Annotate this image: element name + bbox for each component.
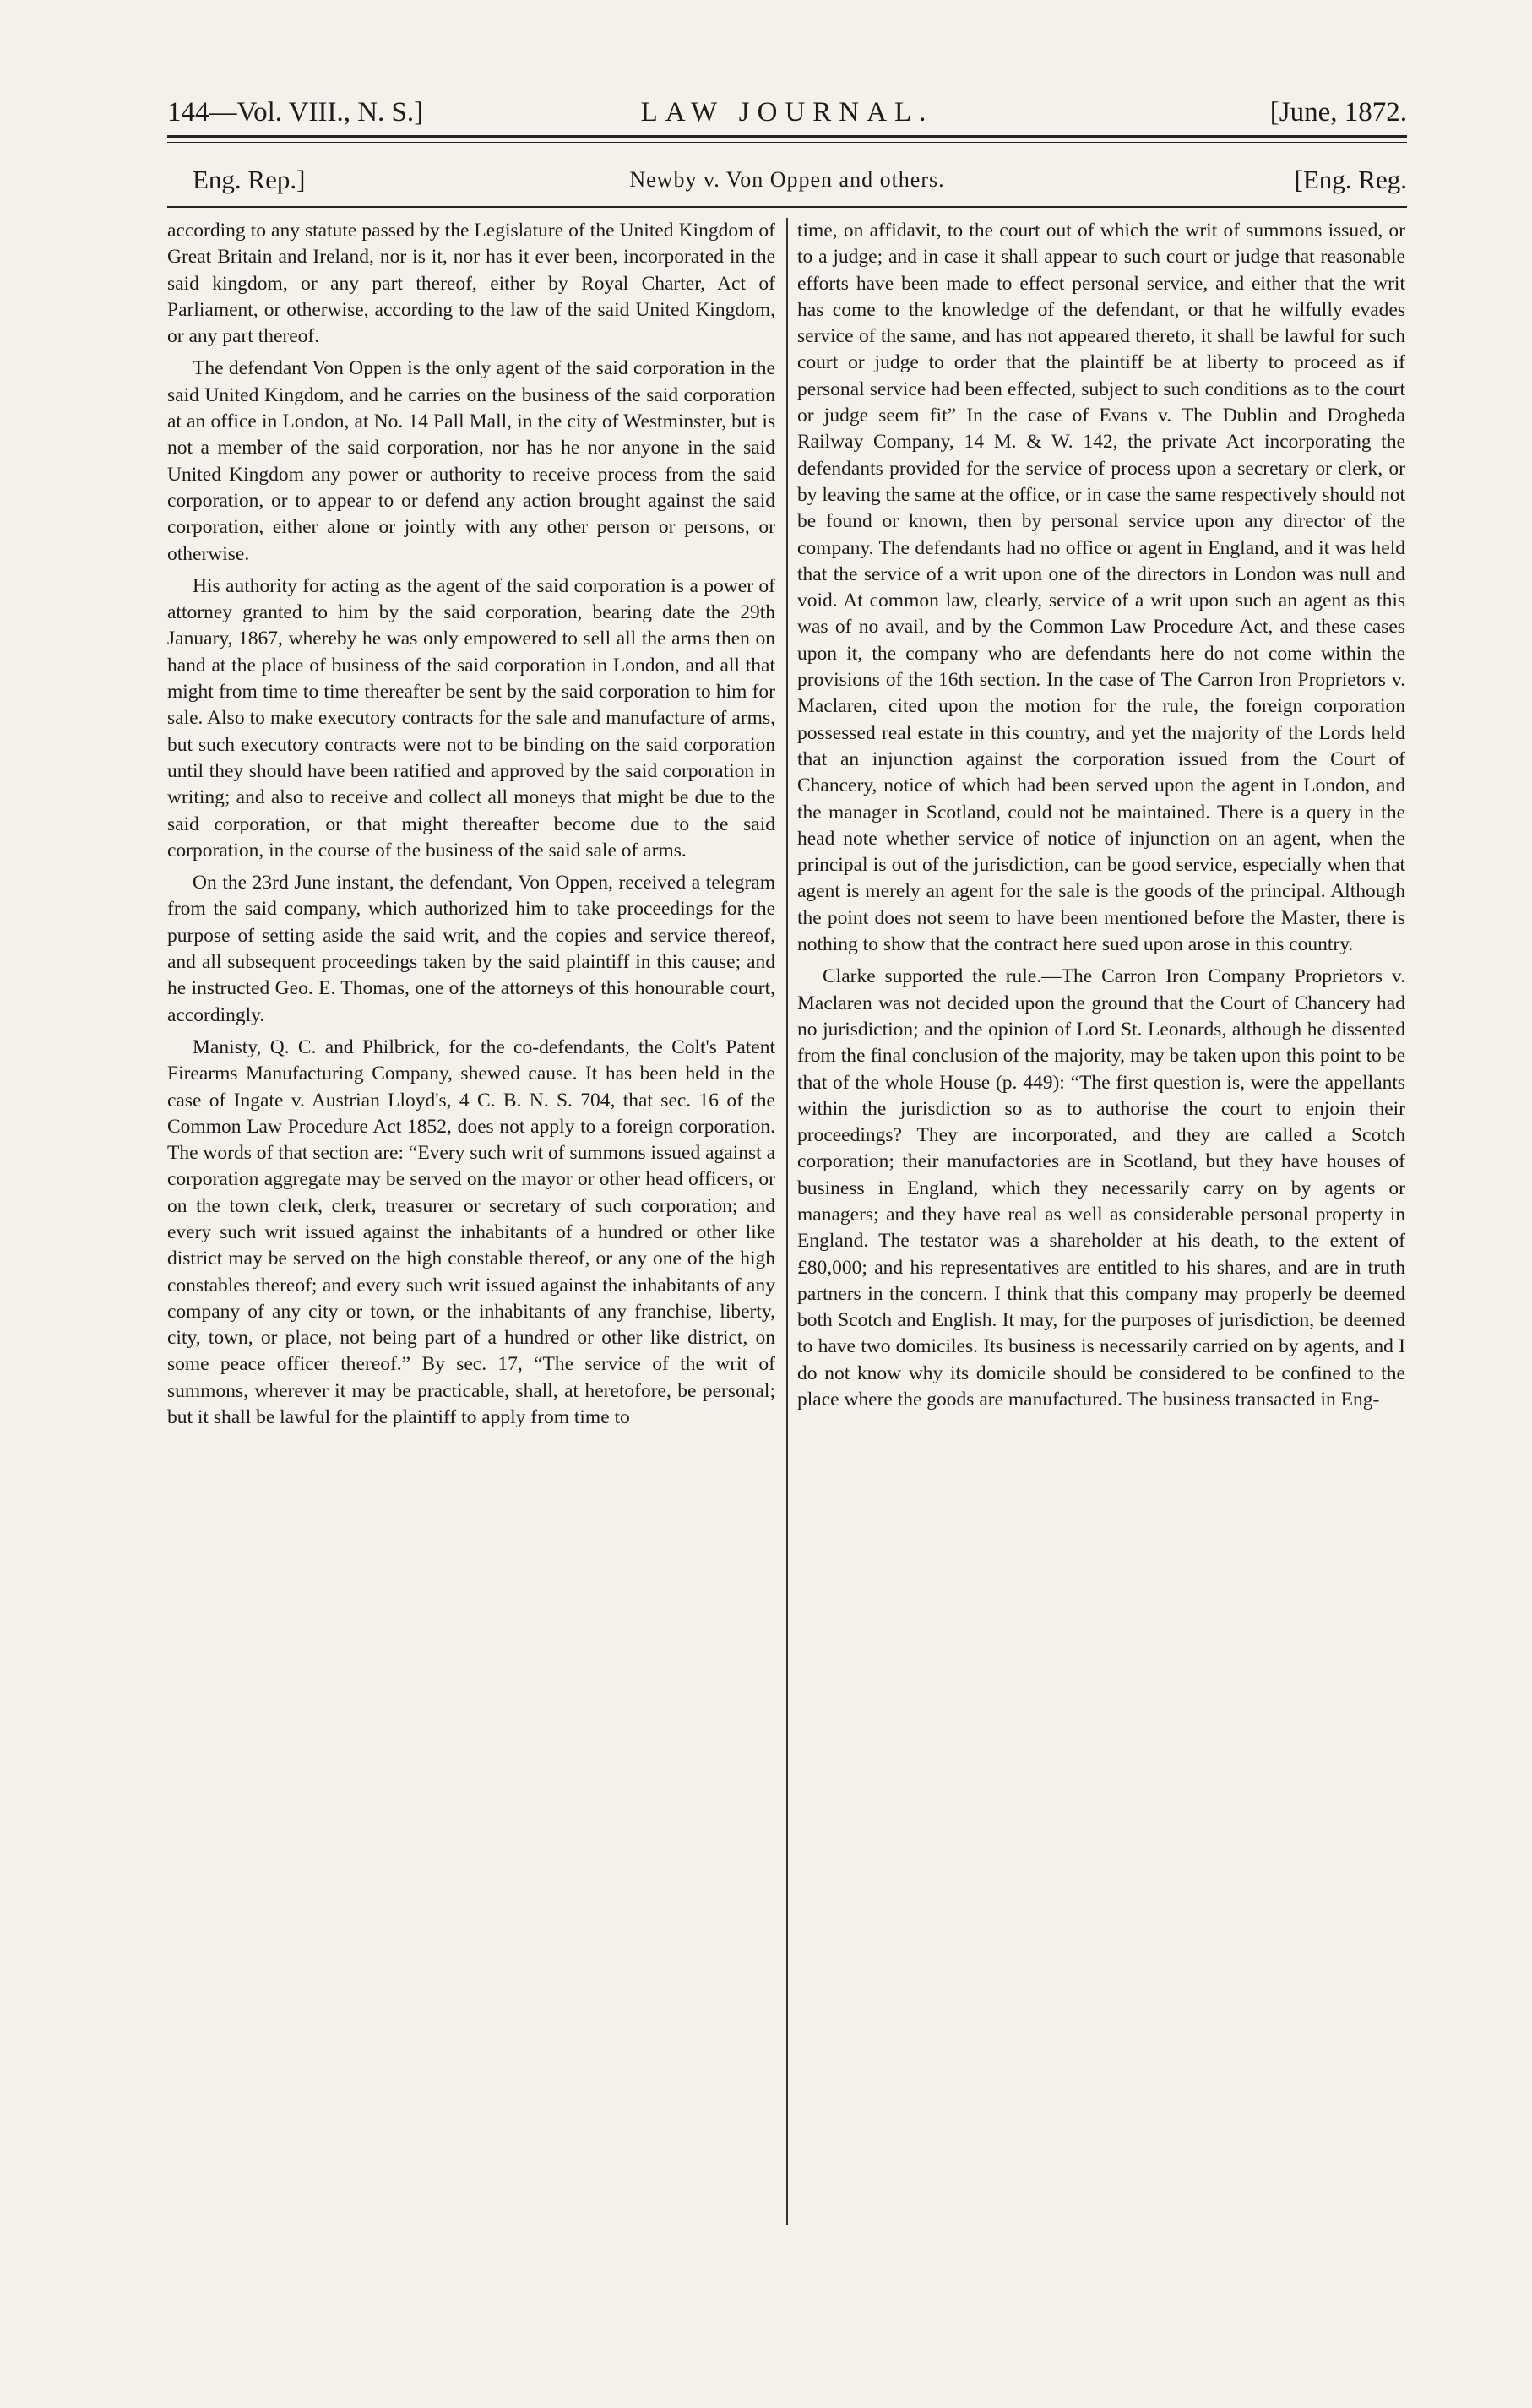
right-column — [797, 218, 1405, 1419]
paragraph: The defendant Von Oppen is the only agent of the said corporation in the said United Kingdom, and he carries on the business of the said corporation at an office in London, at No. 14 Pall Mall, in the city of Westminster, but is not a member of the said corporation, nor has he nor anyone in the said United Kingdom any power or authority to receive process from the said corporation, or to appear to or defend any action brought against the said corporation, either alone or jointly with any other person or persons, or otherwise. — [167, 357, 775, 565]
running-head — [167, 91, 1407, 133]
case-header — [167, 159, 1407, 201]
header-rule-thin — [167, 142, 1407, 143]
column-divider — [786, 218, 788, 2225]
header-rule-thick — [167, 135, 1407, 138]
left-column — [167, 218, 775, 1437]
journal-title: LAW JOURNAL. — [640, 97, 934, 128]
paragraph: On the 23rd June instant, the defendant, Von Oppen, received a telegram from the said company, which authorized him to take proceedings for the purpose of setting aside the said writ, and the copies and service thereof, and all subsequent proceedings taken by the said plaintiff in this cause; and he instructed Geo. E. Thomas, one of the attorneys of this honourable court, accordingly. — [167, 872, 775, 1026]
paragraph: His authority for acting as the agent of the said corporation is a power of attorney granted to him by the said corporation, bearing date the 29th January, 1867, whereby he was only empowered to sell all the arms then on hand at the place of business of the said corporation in London, and all that might from time to time thereafter be sent by the said corporation to him for sale. Also to make executory contracts for the sale and manufacture of arms, but such executory contracts were not to be binding on the said corporation until they should have been ratified and approved by the said corporation in writing; and also to receive and collect all moneys that might be due to the said corporation, or that might thereafter become due to the said corporation, in the course of the business of the said sale of arms. — [167, 574, 775, 862]
report-label-left: Eng. Rep.] — [193, 165, 306, 194]
case-title: Newby v. Von Oppen and others. — [629, 167, 945, 192]
paragraph: according to any statute passed by the Legislature of the United Kingdom of Great Britain and Ireland, nor is it, nor has it ever been, incorporated in the said kingdom, or any part thereof, either by Royal Charter, Act of Parliament, or otherwise, according to the law of the said United Kingdom, or any part thereof. — [167, 220, 775, 348]
paragraph: Clarke supported the rule.—The Carron Iron Company Proprietors v. Maclaren was not decided upon the ground that the Court of Chancery had no jurisdiction; and the opinion of Lord St. Leonards, although he dissented from the final conclusion of the majority, may be taken upon this point to be that of the whole House (p. 449): “The first question is, were the appellants within the jurisdiction so as to authorise the court to enjoin their proceedings? They are incorporated, and they are called a Scotch corporation; their manufactories are in Scotland, but they have houses of business in England, which they necessarily carry on by agents or managers; and they have real as well as considerable personal property in England. The testator was a shareholder at his death, to the extent of £80,000; and his representatives are entitled to his shares, and are in truth partners in the concern. I think that this company may properly be deemed both Scotch and English. It may, for the purposes of jurisdiction, be deemed to have two domiciles. Its business is necessarily carried on by agents, and I do not know why its domicile should be considered to be confined to the place where the goods are manufactured. The business transacted in Eng- — [797, 965, 1405, 1411]
subheader-rule — [167, 206, 1407, 208]
paragraph: time, on affidavit, to the court out of which the writ of summons issued, or to a judge; and in case it shall appear to such court or judge that reasonable efforts have been made to effect personal service, and either that the writ has come to the knowledge of the defendant, or that he wilfully evades service of the same, and has not appeared thereto, it shall be lawful for such court or judge to order that the plaintiff be at liberty to proceed as if personal service had been effected, subject to such conditions as to the court or judge seem fit” In the case of Evans v. The Dublin and Drogheda Railway Company, 14 M. & W. 142, the private Act incorporating the defendants provided for the service of process upon a secretary or clerk, or by leaving the same at the office, or in case the same respectively should not be found or known, then by personal service upon any director of the company. The defendants had no office or agent in England, and it was held that the service of a writ upon one of the directors in London was null and void. At common law, clearly, service of a writ upon such an agent as this was of no avail, and by the Common Law Procedure Act, and these cases upon it, the company who are defendants here do not come within the provisions of the 16th section. In the case of The Carron Iron Proprietors v. Maclaren, cited upon the motion for the rule, the foreign corporation possessed real estate in this country, and yet the majority of the Lords held that an injunction against the corporation issued from the Court of Chancery, notice of which had been served upon the agent in London, and the manager in Scotland, could not be maintained. There is a query in the head note whether service of notice of injunction on an agent, when the principal is out of the jurisdiction, can be good service, especially when that agent is merely an agent for the sale is the goods of the principal. Although the point does not seem to have been mentioned before the Master, there is nothing to show that the contract here sued upon arose in this country. — [797, 220, 1405, 956]
report-label-right: [Eng. Reg. — [1294, 165, 1407, 194]
issue-date: [June, 1872. — [1269, 97, 1407, 128]
volume-label: 144—Vol. VIII., N. S.] — [167, 97, 424, 128]
paragraph: Manisty, Q. C. and Philbrick, for the co-defendants, the Colt's Patent Firearms Manufacturing Company, shewed cause. It has been held in the case of Ingate v. Austrian Lloyd's, 4 C. B. N. S. 704, that sec. 16 of the Common Law Procedure Act 1852, does not apply to a foreign corporation. The words of that section are: “Every such writ of summons issued against a corporation aggregate may be served on the mayor or other head officers, or on the town clerk, clerk, treasurer or secretary of such corporation; and every such writ issued against the inhabitants of a hundred or other like district may be served on the high constable thereof, or any one of the high constables thereof; and every such writ issued against the inhabitants of any company of any city or town, or the inhabitants of any franchise, liberty, city, town, or place, not being part of a hundred or other like district, on some peace officer thereof.” By sec. 17, “The service of the writ of summons, wherever it may be practicable, shall, at heretofore, be personal; but it shall be lawful for the plaintiff to apply from time to — [167, 1035, 775, 1429]
